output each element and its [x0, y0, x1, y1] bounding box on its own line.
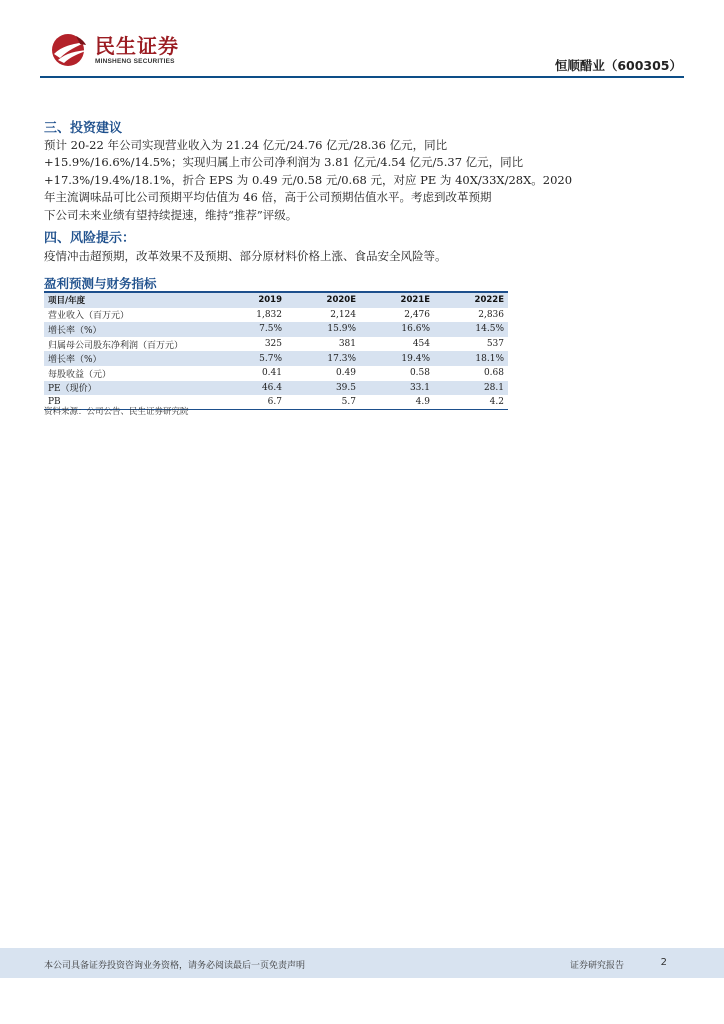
- row-label: PB: [44, 395, 214, 410]
- table-header-cell: 2022E: [434, 293, 508, 308]
- row-label: 增长率（%）: [44, 351, 214, 366]
- investment-line: 预计 20-22 年公司实现营业收入为 21.24 亿元/24.76 亿元/28.36 亿元，同比: [44, 138, 448, 152]
- table-cell: 6.7: [214, 395, 286, 410]
- table-row: [44, 366, 508, 381]
- table-cell: 454: [412, 339, 430, 350]
- table-cell: 4.2: [434, 395, 508, 410]
- header-divider: [40, 76, 684, 78]
- financial-table-title: 盈利预测与财务指标: [44, 276, 157, 291]
- table-row: [44, 381, 508, 396]
- table-cell: 0.49: [335, 368, 356, 379]
- page-header: [0, 0, 724, 80]
- table-cell: 19.4%: [360, 351, 434, 366]
- table-row: [44, 337, 508, 352]
- table-header-cell: 项目/年度: [44, 293, 214, 308]
- table-cell: 0.41: [261, 368, 282, 379]
- section-title-risk: 四、风险提示：: [44, 231, 136, 246]
- table-cell: 325: [264, 339, 282, 350]
- investment-line: +17.3%/19.4%/18.1%，折合 EPS 为 0.49 元/0.58 元/0.68 元，对应 PE 为 40X/33X/28X。2020: [44, 172, 573, 187]
- row-label: 每股收益（元）: [48, 369, 112, 380]
- investment-line: +15.9%/16.6%/14.5%；实现归属上市公司净利润为 3.81 亿元/4.54 亿元/5.37 亿元，同比: [44, 155, 524, 170]
- table-cell: 1,832: [256, 309, 282, 320]
- financial-forecast-table: [44, 293, 508, 410]
- company-logo: [50, 32, 179, 68]
- minsheng-logo-icon: [50, 32, 90, 68]
- footer-report-type: 证券研究报告: [569, 961, 624, 971]
- table-cell: 14.5%: [434, 322, 508, 337]
- logo-name-cn: 民生证券: [95, 33, 179, 58]
- investment-line: 下公司未来业绩有望持续提速，维持“推荐”评级。: [44, 207, 298, 222]
- table-cell: 381: [338, 339, 356, 350]
- table-cell: 46.4: [214, 381, 286, 396]
- table-cell: 39.5: [286, 381, 360, 396]
- table-cell: 2,124: [330, 309, 356, 320]
- table-cell: 15.9%: [286, 322, 360, 337]
- table-cell: 28.1: [434, 381, 508, 396]
- row-label: 增长率（%）: [44, 322, 214, 337]
- table-header-cell: 2020E: [286, 293, 360, 308]
- table-header-cell: 2021E: [360, 293, 434, 308]
- risk-paragraph: 疫情冲击超预期，改革效果不及预期、部分原材料价格上涨、食品安全风险等。: [44, 249, 447, 263]
- table-cell: 2,476: [404, 309, 430, 320]
- table-cell: 17.3%: [286, 351, 360, 366]
- table-cell: 5.7%: [214, 351, 286, 366]
- table-cell: 4.9: [360, 395, 434, 410]
- investment-paragraph: [44, 137, 676, 224]
- section-title-investment: 三、投资建议: [44, 121, 123, 136]
- page-footer: [0, 948, 724, 978]
- table-header-row: [44, 293, 508, 308]
- footer-disclaimer: 本公司具备证券投资咨询业务资格，请务必阅读最后一页免责声明: [44, 961, 306, 971]
- table-row: [44, 351, 508, 366]
- row-label: 营业收入（百万元）: [48, 311, 130, 322]
- table-cell: 7.5%: [214, 322, 286, 337]
- table-cell: 18.1%: [434, 351, 508, 366]
- investment-line: 年主流调味品可比公司预期平均估值为 46 倍，高于公司预期估值水平。考虑到改革预期: [44, 190, 492, 205]
- table-header-cell: 2019: [214, 293, 286, 308]
- table-cell: 33.1: [360, 381, 434, 396]
- table-row: [44, 308, 508, 323]
- table-row: [44, 322, 508, 337]
- report-stock-title: 恒顺醋业（600305）: [554, 58, 682, 73]
- table-cell: 2,836: [478, 309, 504, 320]
- row-label: 归属母公司股东净利润（百万元）: [48, 340, 184, 351]
- table-cell: 5.7: [286, 395, 360, 410]
- page-number: 2: [660, 957, 667, 968]
- table-source-note: 资料来源：公司公告、民生证券研究院: [44, 407, 189, 417]
- logo-name-en: MINSHENG SECURITIES: [95, 57, 175, 65]
- table-cell: 537: [486, 339, 504, 350]
- table-cell: 0.68: [483, 368, 504, 379]
- row-label: PE（现价）: [44, 381, 214, 396]
- table-cell: 16.6%: [360, 322, 434, 337]
- table-cell: 0.58: [409, 368, 430, 379]
